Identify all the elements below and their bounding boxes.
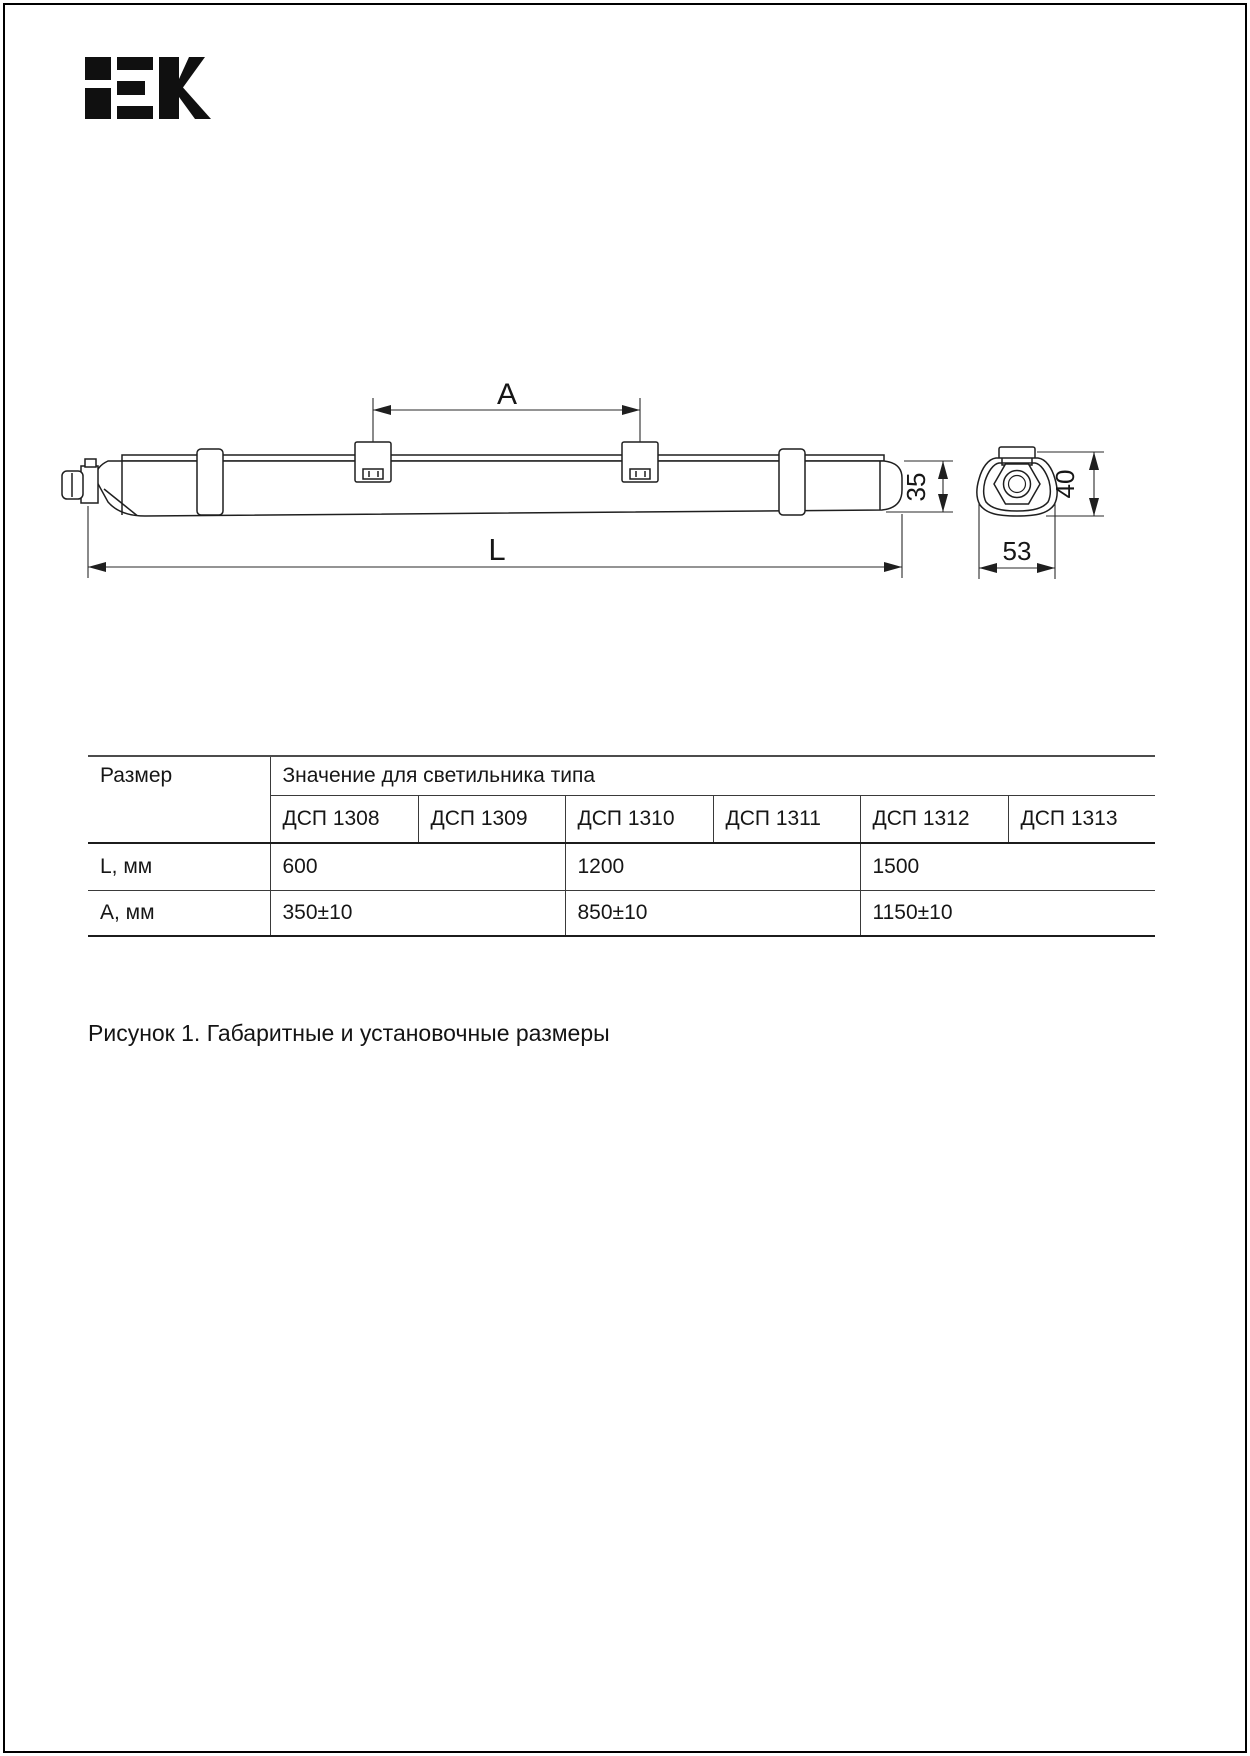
table-cell: 1150±10 bbox=[860, 891, 1155, 937]
luminaire-end-view bbox=[977, 447, 1057, 516]
luminaire-side-view bbox=[62, 442, 902, 516]
table-cell: 850±10 bbox=[565, 891, 860, 937]
table-cell: 350±10 bbox=[270, 891, 565, 937]
table-cell: 1200 bbox=[565, 843, 860, 891]
dim-label-35: 35 bbox=[901, 472, 931, 502]
dim-label-a: A bbox=[496, 378, 518, 411]
table-header-type: ДСП 1310 bbox=[565, 796, 713, 844]
dim-label-l: L bbox=[488, 532, 506, 567]
figure-caption: Рисунок 1. Габаритные и установочные размеры bbox=[88, 1020, 610, 1046]
table-header-type: ДСП 1312 bbox=[860, 796, 1008, 844]
figure-dimensional-drawing bbox=[0, 330, 1250, 600]
iek-logo-glyphs bbox=[85, 57, 211, 119]
end-clip-left bbox=[197, 449, 223, 515]
dimensions-table bbox=[88, 755, 1155, 937]
table-cell: 1500 bbox=[860, 843, 1155, 891]
table-header-size: Размер bbox=[88, 756, 270, 843]
mounting-rail bbox=[122, 455, 884, 461]
end-clip-right bbox=[779, 449, 805, 515]
table-row-label: L, мм bbox=[88, 843, 270, 891]
table-header-type: ДСП 1308 bbox=[270, 796, 418, 844]
table-header-type: ДСП 1309 bbox=[418, 796, 565, 844]
dim-label-40: 40 bbox=[1050, 469, 1080, 499]
table-row-label: А, мм bbox=[88, 891, 270, 937]
table-header-values: Значение для светильника типа bbox=[270, 756, 1155, 796]
table-header-type: ДСП 1313 bbox=[1008, 796, 1155, 844]
table-cell: 600 bbox=[270, 843, 565, 891]
cable-gland bbox=[62, 459, 98, 503]
table-header-type: ДСП 1311 bbox=[713, 796, 860, 844]
mounting-clip-right bbox=[622, 442, 658, 482]
dim-label-53: 53 bbox=[1002, 536, 1032, 566]
iek-logo bbox=[85, 57, 215, 119]
end-view-clip bbox=[999, 447, 1035, 459]
mounting-clip-left bbox=[355, 442, 391, 482]
